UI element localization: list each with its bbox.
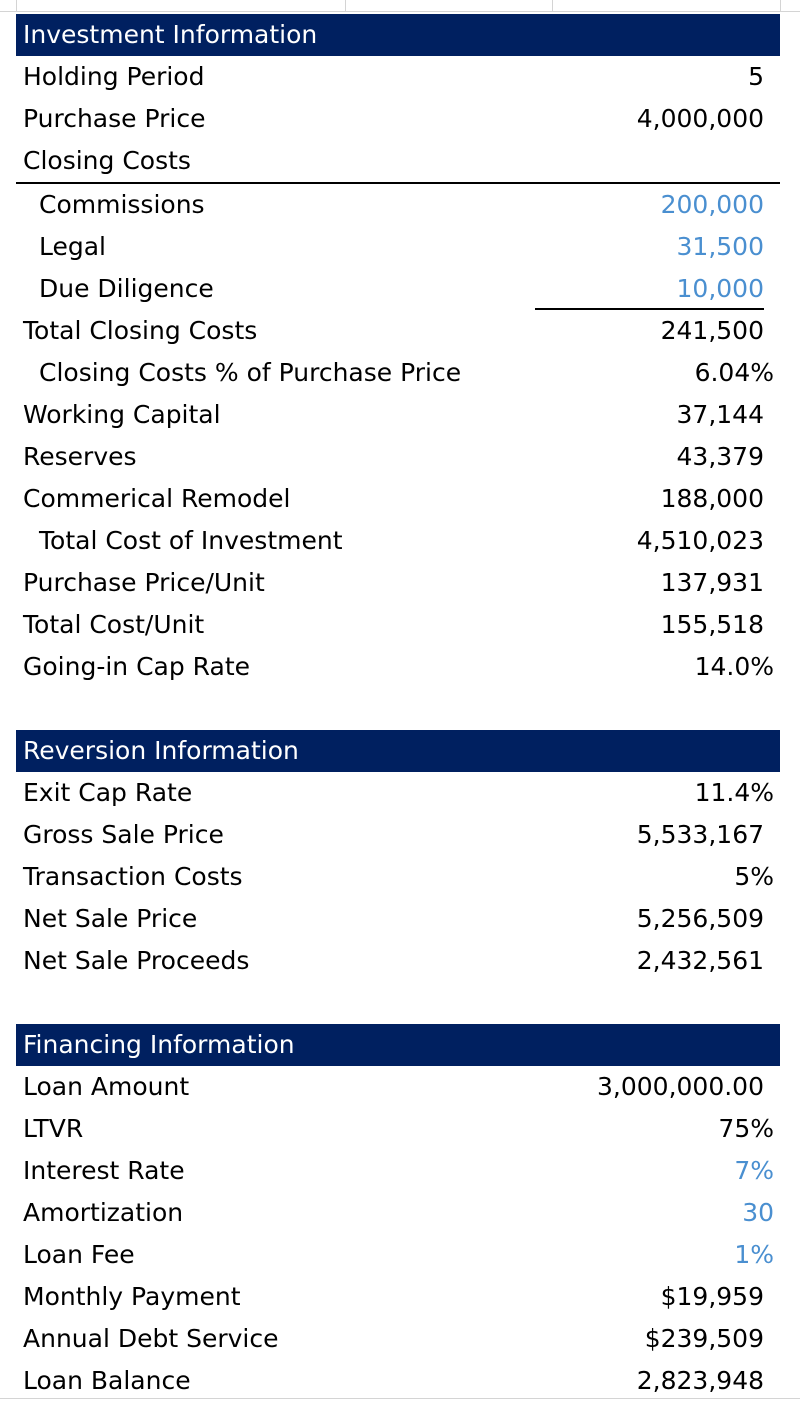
row-legal[interactable] bbox=[16, 226, 780, 268]
cell-label[interactable]: Exit Cap Rate bbox=[23, 778, 193, 807]
cell-label[interactable]: Due Diligence bbox=[39, 274, 214, 303]
cell-value-input[interactable]: 31,500 bbox=[676, 232, 764, 261]
cell-label[interactable]: Purchase Price/Unit bbox=[23, 568, 265, 597]
cell-value[interactable]: 11.4% bbox=[694, 778, 774, 807]
row-annual-debt-service[interactable] bbox=[16, 1318, 780, 1360]
cell-label[interactable]: Total Closing Costs bbox=[23, 316, 258, 345]
column-gridlines bbox=[0, 0, 800, 12]
cell-label[interactable]: Total Cost/Unit bbox=[23, 610, 205, 639]
row-total-cost-per-unit[interactable] bbox=[16, 604, 780, 646]
section-header-financing[interactable]: Financing Information bbox=[16, 1024, 780, 1066]
cell-value[interactable]: 5 bbox=[748, 62, 764, 91]
cell-label[interactable]: Going-in Cap Rate bbox=[23, 652, 251, 681]
row-working-capital[interactable] bbox=[16, 394, 780, 436]
cell-value[interactable]: 2,823,948 bbox=[636, 1366, 764, 1395]
row-holding-period[interactable] bbox=[16, 56, 780, 98]
cell-value[interactable]: 5,256,509 bbox=[636, 904, 764, 933]
cell-label[interactable]: Closing Costs bbox=[23, 146, 191, 175]
cell-label[interactable]: LTVR bbox=[23, 1114, 84, 1143]
cell-label[interactable]: Working Capital bbox=[23, 400, 221, 429]
row-going-in-cap-rate[interactable] bbox=[16, 646, 780, 688]
section-header-investment[interactable]: Investment Information bbox=[16, 14, 780, 56]
cell-value[interactable]: 155,518 bbox=[660, 610, 764, 639]
cell-label[interactable]: Annual Debt Service bbox=[23, 1324, 279, 1353]
bottom-gridline bbox=[0, 1398, 800, 1399]
row-loan-fee[interactable] bbox=[16, 1234, 780, 1276]
row-gross-sale-price[interactable] bbox=[16, 814, 780, 856]
cell-label[interactable]: Loan Fee bbox=[23, 1240, 135, 1269]
cell-value[interactable]: 241,500 bbox=[660, 316, 764, 345]
cell-label[interactable]: Closing Costs % of Purchase Price bbox=[39, 358, 462, 387]
row-net-sale-price[interactable] bbox=[16, 898, 780, 940]
cell-value[interactable]: 188,000 bbox=[660, 484, 764, 513]
cell-value[interactable]: 5% bbox=[734, 862, 774, 891]
spreadsheet bbox=[16, 14, 780, 1402]
row-purchase-price-per-unit[interactable] bbox=[16, 562, 780, 604]
cell-label[interactable]: Monthly Payment bbox=[23, 1282, 241, 1311]
row-loan-balance[interactable] bbox=[16, 1360, 780, 1402]
cell-value-input[interactable]: 1% bbox=[734, 1240, 774, 1269]
cell-label[interactable]: Interest Rate bbox=[23, 1156, 185, 1185]
cell-label[interactable]: Amortization bbox=[23, 1198, 184, 1227]
row-net-sale-proceeds[interactable] bbox=[16, 940, 780, 982]
row-due-diligence[interactable] bbox=[16, 268, 780, 310]
cell-label[interactable]: Loan Amount bbox=[23, 1072, 190, 1101]
cell-value[interactable]: 75% bbox=[718, 1114, 774, 1143]
cell-value[interactable]: 43,379 bbox=[676, 442, 764, 471]
row-closing-costs[interactable] bbox=[16, 140, 780, 184]
cell-value[interactable]: 14.0% bbox=[694, 652, 774, 681]
cell-value[interactable]: 3,000,000.00 bbox=[597, 1072, 764, 1101]
row-closing-costs-pct[interactable] bbox=[16, 352, 780, 394]
row-ltvr[interactable] bbox=[16, 1108, 780, 1150]
row-exit-cap-rate[interactable] bbox=[16, 772, 780, 814]
cell-label[interactable]: Holding Period bbox=[23, 62, 205, 91]
row-total-closing-costs[interactable] bbox=[16, 310, 780, 352]
cell-label[interactable]: Commerical Remodel bbox=[23, 484, 291, 513]
row-total-cost-of-investment[interactable] bbox=[16, 520, 780, 562]
cell-value-input[interactable]: 10,000 bbox=[676, 274, 764, 303]
row-reserves[interactable] bbox=[16, 436, 780, 478]
cell-value[interactable]: $239,509 bbox=[644, 1324, 764, 1353]
section-header-reversion[interactable]: Reversion Information bbox=[16, 730, 780, 772]
cell-value[interactable]: 4,000,000 bbox=[636, 104, 764, 133]
cell-label[interactable]: Gross Sale Price bbox=[23, 820, 224, 849]
cell-label[interactable]: Reserves bbox=[23, 442, 137, 471]
cell-value-input[interactable]: 30 bbox=[742, 1198, 774, 1227]
row-amortization[interactable] bbox=[16, 1192, 780, 1234]
row-monthly-payment[interactable] bbox=[16, 1276, 780, 1318]
row-transaction-costs[interactable] bbox=[16, 856, 780, 898]
cell-label[interactable]: Transaction Costs bbox=[23, 862, 243, 891]
cell-value[interactable]: 6.04% bbox=[694, 358, 774, 387]
cell-value-input[interactable]: 7% bbox=[734, 1156, 774, 1185]
cell-value[interactable]: 137,931 bbox=[660, 568, 764, 597]
row-commercial-remodel[interactable] bbox=[16, 478, 780, 520]
row-commissions[interactable] bbox=[16, 184, 780, 226]
cell-value[interactable]: 5,533,167 bbox=[636, 820, 764, 849]
cell-value[interactable]: 2,432,561 bbox=[636, 946, 764, 975]
cell-label[interactable]: Loan Balance bbox=[23, 1366, 191, 1395]
cell-label[interactable]: Total Cost of Investment bbox=[39, 526, 343, 555]
cell-label[interactable]: Purchase Price bbox=[23, 104, 206, 133]
empty-row[interactable] bbox=[16, 688, 780, 730]
cell-value[interactable]: 37,144 bbox=[676, 400, 764, 429]
empty-row[interactable] bbox=[16, 982, 780, 1024]
cell-value[interactable]: $19,959 bbox=[660, 1282, 764, 1311]
cell-value[interactable]: 4,510,023 bbox=[636, 526, 764, 555]
cell-label[interactable]: Legal bbox=[39, 232, 107, 261]
row-interest-rate[interactable] bbox=[16, 1150, 780, 1192]
cell-value-input[interactable]: 200,000 bbox=[660, 190, 764, 219]
row-loan-amount[interactable] bbox=[16, 1066, 780, 1108]
row-purchase-price[interactable] bbox=[16, 98, 780, 140]
cell-label[interactable]: Commissions bbox=[39, 190, 205, 219]
cell-label[interactable]: Net Sale Price bbox=[23, 904, 198, 933]
cell-label[interactable]: Net Sale Proceeds bbox=[23, 946, 250, 975]
